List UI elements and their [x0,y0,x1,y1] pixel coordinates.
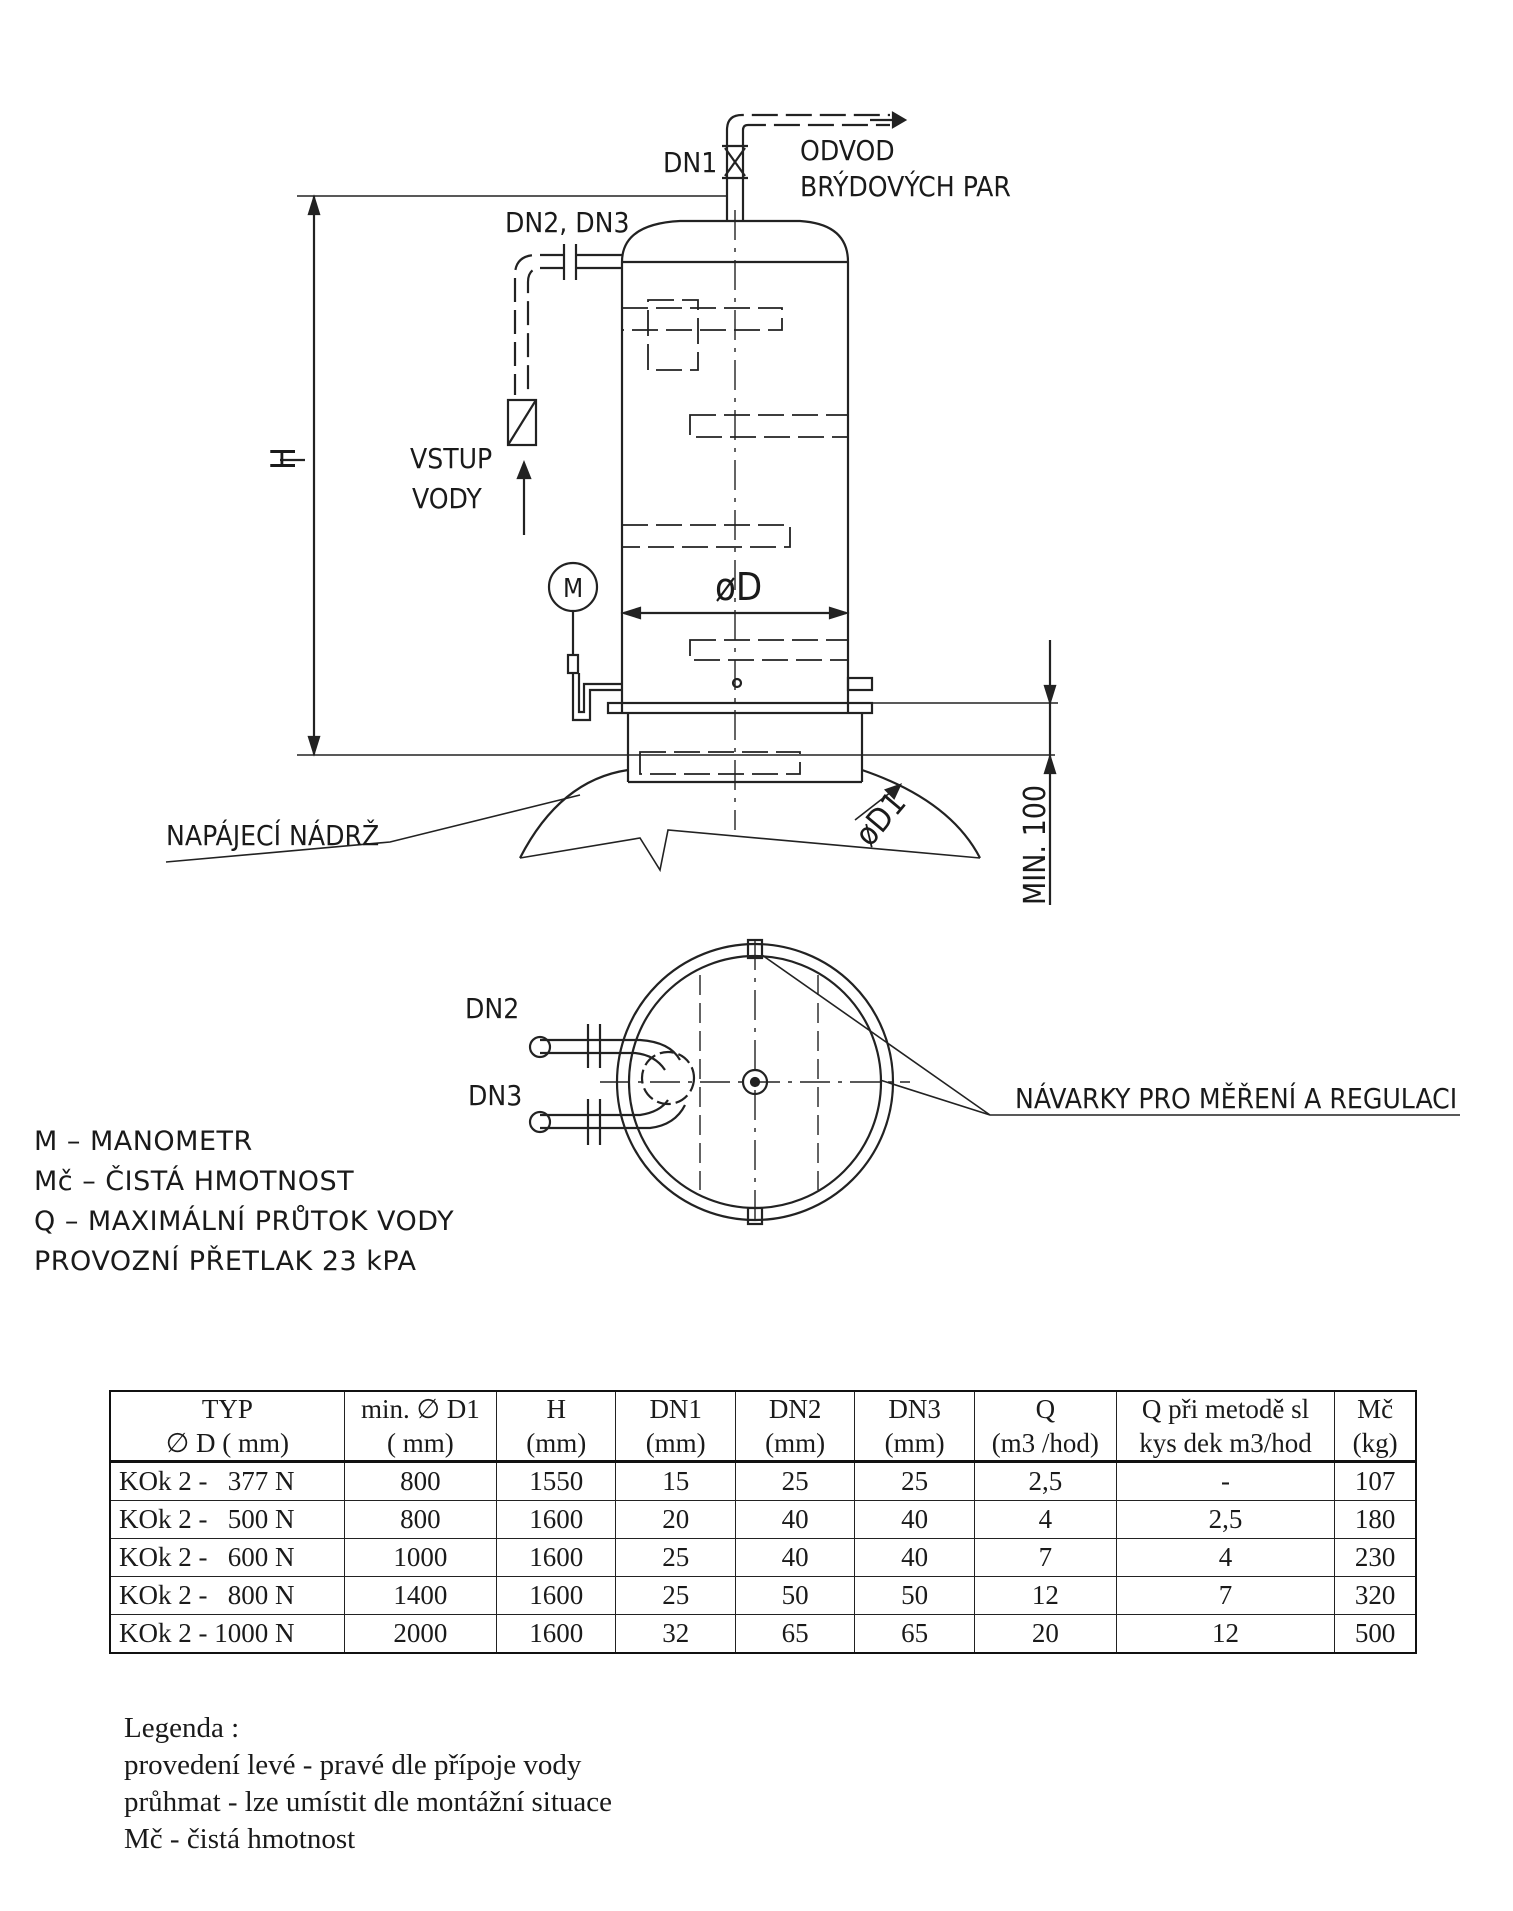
table-cell: 15 [616,1462,735,1501]
inlet-label-2: VODY [412,482,482,515]
table-cell: 25 [735,1462,854,1501]
outlet-label-2: BRÝDOVÝCH PAR [800,170,1011,203]
table-cell: 1600 [496,1501,615,1539]
table-cell: 65 [735,1615,854,1654]
table-row [110,1462,1416,1501]
table-cell: 230 [1335,1539,1416,1577]
height-dimension [280,196,1055,755]
manometer-symbol: M [563,574,584,604]
plan-dn2-label: DN2 [465,992,520,1025]
table-row [110,1577,1416,1615]
tank-label: NAPÁJECÍ NÁDRŽ [166,819,380,852]
table-cell: 800 [344,1462,496,1501]
diameter1-label: øD1 [847,784,914,854]
table-cell: 1550 [496,1462,615,1501]
table-cell: 20 [616,1501,735,1539]
table-cell: 800 [344,1501,496,1539]
header-dn2: DN2 (mm) [735,1391,854,1462]
header-dn3: DN3 (mm) [855,1391,974,1462]
table-cell: 1400 [344,1577,496,1615]
table-cell: 7 [1116,1577,1335,1615]
diameter-label: øD [715,565,763,609]
table-row [110,1539,1416,1577]
table-cell: KOk 2 - 377 N [110,1462,344,1501]
table-cell: 7 [974,1539,1116,1577]
dn1-label: DN1 [663,146,718,179]
table-cell: 40 [735,1539,854,1577]
vessel-elevation [608,190,872,830]
note-manometer: M – MANOMETR [34,1126,253,1157]
table-cell: 40 [855,1501,974,1539]
bosses-label: NÁVARKY PRO MĚŘENÍ A REGULACI [1015,1082,1458,1115]
table-cell: 2,5 [1116,1501,1335,1539]
table-cell: 32 [616,1615,735,1654]
table-cell: 320 [1335,1577,1416,1615]
legend-block [124,1710,612,1858]
table-cell: 2,5 [974,1462,1116,1501]
table-cell: 25 [616,1577,735,1615]
note-operating-pressure: PROVOZNÍ PŘETLAK 23 kPA [34,1246,417,1277]
header-typ: TYP ∅ D ( mm) [110,1391,344,1462]
spec-table [109,1390,1417,1654]
table-cell: 40 [735,1501,854,1539]
min-clearance-label: MIN. 100 [1018,784,1053,905]
table-cell: 12 [1116,1615,1335,1654]
header-d1: min. ∅ D1 ( mm) [344,1391,496,1462]
inlet-pipe [508,244,622,535]
legend-line: provedení levé - pravé dle přípoje vody [124,1749,582,1781]
table-cell: 1600 [496,1615,615,1654]
legend-title: Legenda : [124,1712,240,1744]
header-weight: Mč (kg) [1335,1391,1416,1462]
table-cell: 1600 [496,1577,615,1615]
table-cell: 500 [1335,1615,1416,1654]
header-h: H (mm) [496,1391,615,1462]
table-cell: - [1116,1462,1335,1501]
table-cell: KOk 2 - 500 N [110,1501,344,1539]
table-cell: 40 [855,1539,974,1577]
inlet-label-1: VSTUP [410,442,493,475]
table-cell: 20 [974,1615,1116,1654]
table-cell: 65 [855,1615,974,1654]
table-row [110,1615,1416,1654]
legend-line: Mč - čistá hmotnost [124,1823,356,1855]
table-cell: KOk 2 - 600 N [110,1539,344,1577]
table-cell: KOk 2 - 800 N [110,1577,344,1615]
table-cell: 50 [855,1577,974,1615]
notes-block [34,1122,454,1282]
header-dn1: DN1 (mm) [616,1391,735,1462]
header-q-method: Q při metodě sl kys dek m3/hod [1116,1391,1335,1462]
note-net-weight: Mč – ČISTÁ HMOTNOST [34,1166,355,1197]
table-cell: 50 [735,1577,854,1615]
table-cell: 25 [855,1462,974,1501]
table-cell: 1600 [496,1539,615,1577]
table-cell: 12 [974,1577,1116,1615]
table-cell: 180 [1335,1501,1416,1539]
manometer-drawing [549,563,872,720]
table-cell: 4 [974,1501,1116,1539]
plan-dn3-label: DN3 [468,1079,523,1112]
table-cell: 4 [1116,1539,1335,1577]
header-q: Q (m3 /hod) [974,1391,1116,1462]
dn2-dn3-label: DN2, DN3 [505,206,630,239]
table-header-row [110,1391,1416,1462]
table-cell: 107 [1335,1462,1416,1501]
outlet-label-1: ODVOD [800,134,895,167]
table-cell: 2000 [344,1615,496,1654]
table-row [110,1501,1416,1539]
table-cell: 1000 [344,1539,496,1577]
table-cell: KOk 2 - 1000 N [110,1615,344,1654]
note-max-flow: Q – MAXIMÁLNÍ PRŮTOK VODY [34,1206,455,1237]
legend-line: průhmat - lze umístit dle montážní situace [124,1786,613,1818]
table-cell: 25 [616,1539,735,1577]
height-label: H [264,446,304,470]
